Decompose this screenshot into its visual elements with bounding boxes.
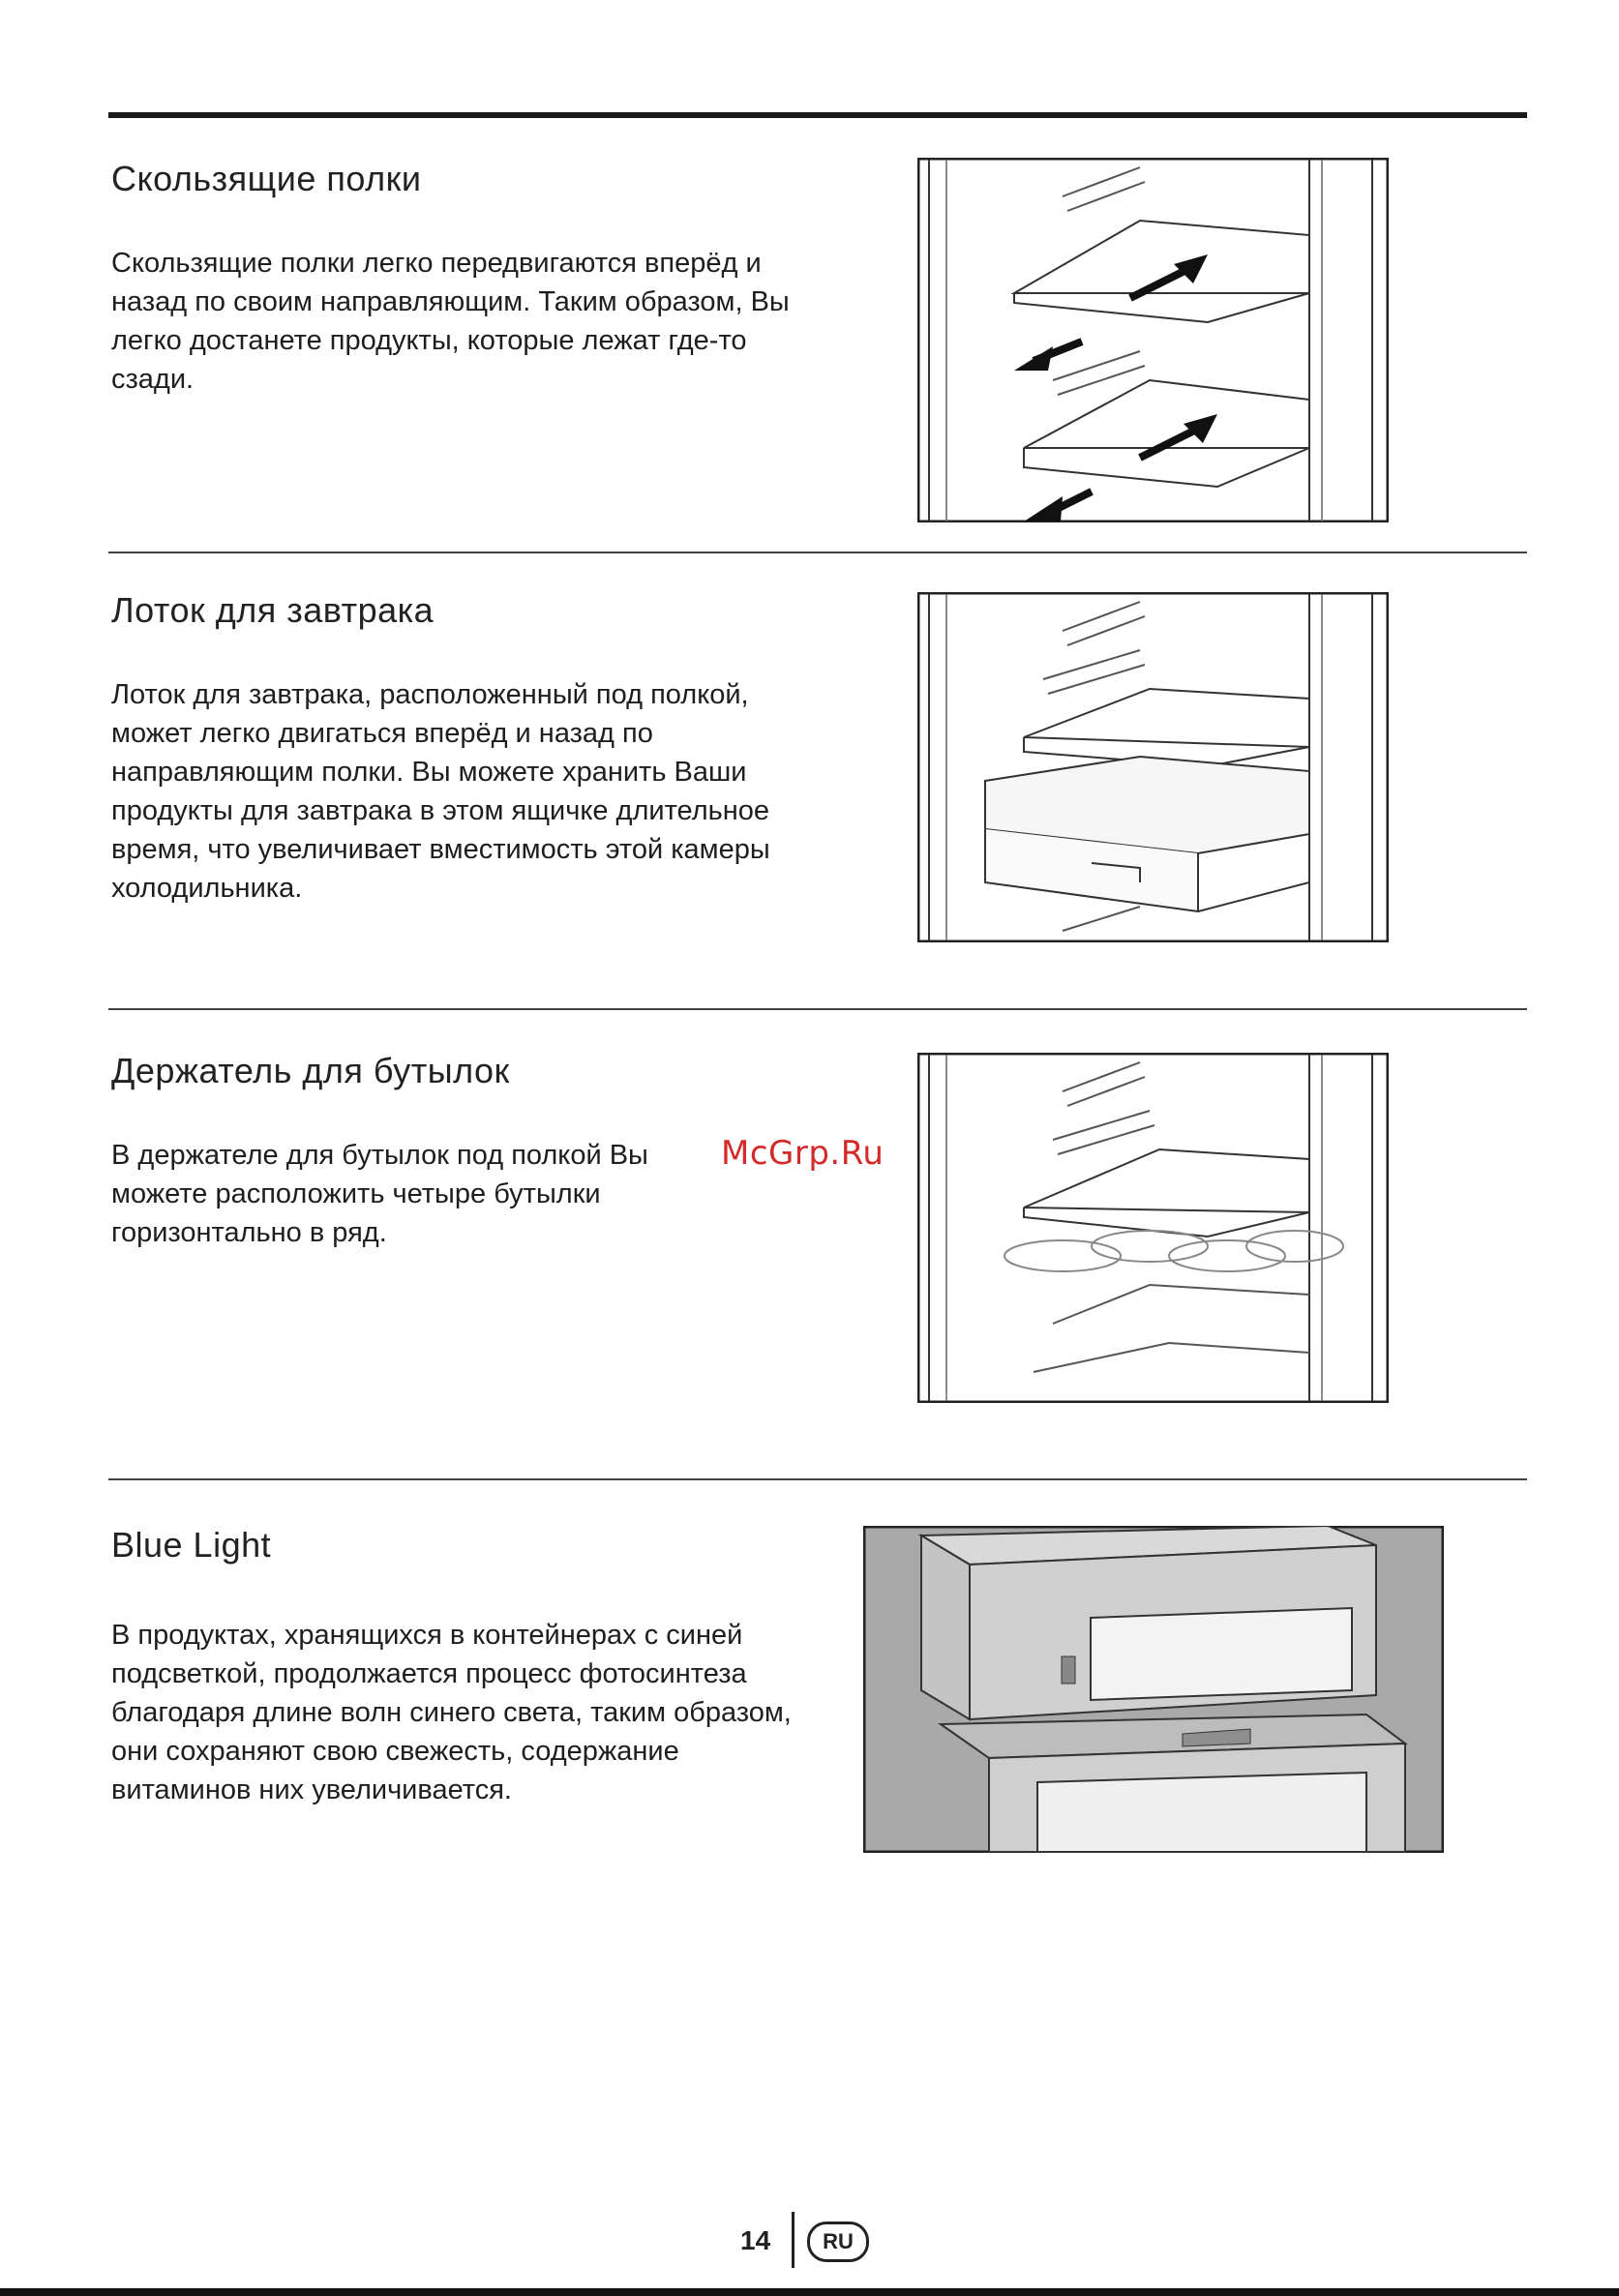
blue-light-crisper-illustration — [863, 1526, 1444, 1853]
section-title-bottle-holder: Держатель для бутылок — [111, 1051, 510, 1090]
sliding-shelves-illustration — [917, 158, 1389, 522]
bottle-holder-illustration — [917, 1053, 1389, 1403]
watermark: McGrp.Ru — [721, 1134, 884, 1173]
breakfast-tray-illustration — [917, 592, 1389, 942]
section-title-breakfast-tray: Лоток для завтрака — [111, 590, 435, 630]
section-divider-2 — [108, 1008, 1527, 1010]
section-text-sliding-shelves: Скользящие полки легко передвигаются вперёд и назад по своим направляющим. Таким образом, Вы легко достанете продукты, которые лежат где-то сзади. — [111, 248, 790, 395]
section-title-blue-light: Blue Light — [111, 1525, 272, 1565]
section-text-bottle-holder: В держателе для бутылок под полкой Вы можете расположить четыре бутылки горизонтально в ряд. — [111, 1140, 648, 1248]
page-number: 14 — [740, 2225, 771, 2255]
language-badge: RU — [807, 2221, 869, 2262]
page-footer — [735, 2212, 890, 2270]
top-rule — [108, 112, 1527, 118]
section-divider-3 — [108, 1478, 1527, 1480]
section-text-blue-light: В продуктах, хранящихся в контейнерах с синей подсветкой, продолжается процесс фотосинтеза благодаря длине волн синего света, таким образом, они сохраняют свою свежесть, содержание витаминов них увеличивается. — [111, 1620, 792, 1805]
bottom-edge-line — [0, 2288, 1619, 2296]
section-divider-1 — [108, 552, 1527, 553]
section-text-breakfast-tray: Лоток для завтрака, расположенный под полкой, может легко двигаться вперёд и назад по направляющим полки. Вы можете хранить Ваши продукты для завтрака в этом ящичке длительное время, что увеличивает вместимость этой камеры холодильника. — [111, 679, 770, 904]
footer-divider — [792, 2212, 795, 2268]
section-title-sliding-shelves: Скользящие полки — [111, 159, 422, 198]
